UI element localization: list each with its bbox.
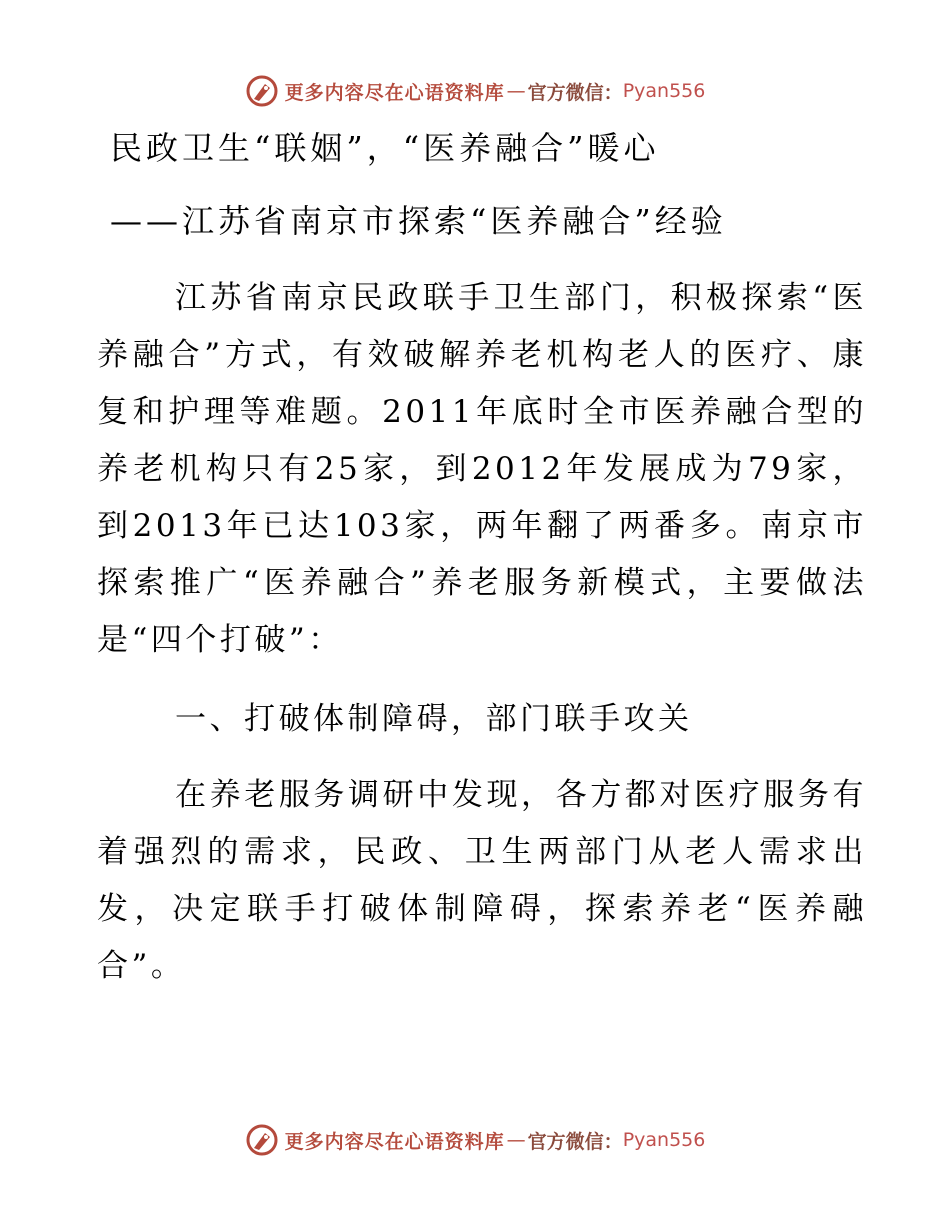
footer-banner [0, 1120, 950, 1160]
header-banner [0, 71, 950, 111]
pen-nib-logo-icon [245, 1123, 279, 1157]
header-wechat-label: 官方微信： [527, 81, 623, 104]
header-wechat-id: Pyan556 [622, 80, 706, 102]
header-separator: — [506, 80, 526, 102]
footer-wechat-id: Pyan556 [622, 1129, 706, 1151]
header-site-text: 更多内容尽在心语资料库 [284, 81, 505, 104]
paragraph-section-one: 在养老服务调研中发现，各方都对医疗服务有着强烈的需求，民政、卫生两部门从老人需求出发，决定联手打破体制障碍，探索养老“医养融合”。 [97, 777, 867, 984]
footer-site-text: 更多内容尽在心语资料库 [284, 1130, 505, 1153]
document-subtitle: ——江苏省南京市探索“医养融合”经验 [110, 202, 727, 240]
footer-separator: — [506, 1129, 526, 1151]
paragraph-intro: 江苏省南京民政联手卫生部门，积极探索“医养融合”方式，有效破解养老机构老人的医疗、康复和护理等难题。2011年底时全市医养融合型的养老机构只有25家，到2012年发展成为79家，到2013年已达103家，两年翻了两番多。南京市探索推广“医养融合”养老服务新模式，主要做法是“四个打破”： [97, 280, 867, 658]
document-title: 民政卫生“联姻”，“医养融合”暖心 [110, 129, 660, 167]
section-heading: 一、打破体制障碍，部门联手攻关 [175, 701, 693, 737]
footer-wechat-label: 官方微信： [527, 1130, 623, 1153]
pen-nib-logo-icon [245, 74, 279, 108]
